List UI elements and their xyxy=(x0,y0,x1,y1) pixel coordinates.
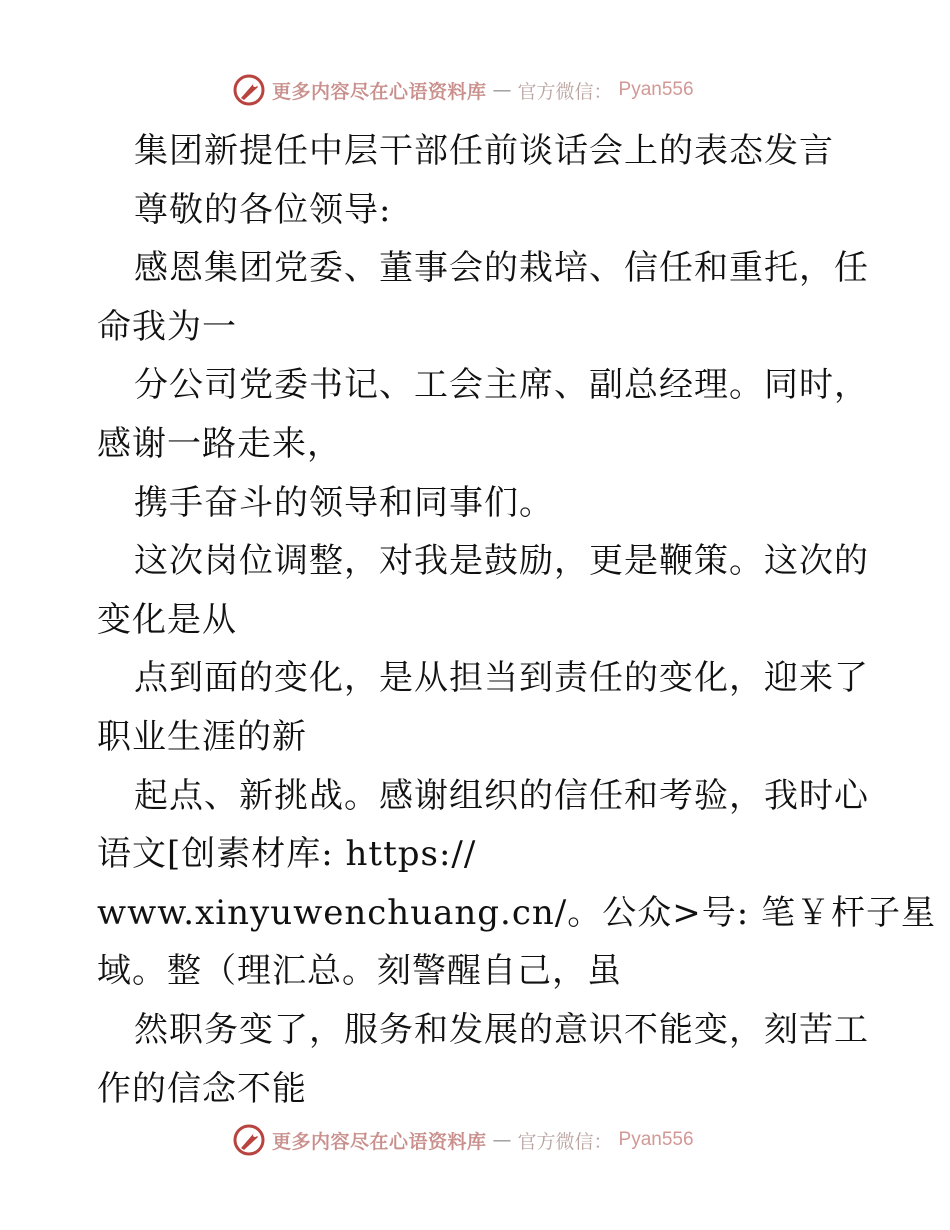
paragraph-line: 域。整（理汇总。刻警醒自己，虽 xyxy=(97,951,622,992)
paragraph-line: 作的信念不能 xyxy=(97,1068,307,1109)
banner-wechat-label: 官方微信： xyxy=(517,1130,613,1153)
paragraph-line: 感恩集团党委、董事会的栽培、信任和重托，任 xyxy=(134,248,869,289)
paragraph-line: 分公司党委书记、工会主席、副总经理。同时， xyxy=(134,365,869,406)
document-title: 集团新提任中层干部任前谈话会上的表态发言 xyxy=(134,131,834,171)
header-banner xyxy=(232,72,694,108)
paragraph-line: 然职务变了，服务和发展的意识不能变，刻苦工 xyxy=(134,1009,869,1050)
pen-nib-logo-icon xyxy=(232,1123,266,1157)
banner-site-text: 更多内容尽在心语资料库 xyxy=(272,80,487,103)
paragraph-line: 职业生涯的新 xyxy=(97,716,307,757)
banner-wechat-id: Pyan556 xyxy=(618,1129,694,1150)
banner-site-text: 更多内容尽在心语资料库 xyxy=(272,1130,487,1153)
pen-nib-logo-icon xyxy=(232,73,266,107)
footer-banner xyxy=(232,1122,694,1158)
paragraph-line: 携手奋斗的领导和同事们。 xyxy=(134,482,554,523)
paragraph-line: 语文[创素材库: https:// xyxy=(97,834,477,875)
paragraph-line: www.xinyuwenchuang.cn/。公众>号: 笔￥杆子星 xyxy=(97,892,936,933)
banner-wechat-id: Pyan556 xyxy=(618,79,694,100)
paragraph-line: 命我为一 xyxy=(97,306,237,347)
document-body xyxy=(97,122,936,1118)
banner-wechat-label: 官方微信： xyxy=(517,80,613,103)
paragraph-line: 点到面的变化，是从担当到责任的变化，迎来了 xyxy=(134,658,869,699)
paragraph-line: 变化是从 xyxy=(97,599,237,640)
paragraph-line: 感谢一路走来， xyxy=(97,423,342,464)
banner-dash: — xyxy=(492,79,512,101)
salutation: 尊敬的各位领导: xyxy=(134,189,392,230)
paragraph-line: 这次岗位调整，对我是鼓励，更是鞭策。这次的 xyxy=(134,541,869,582)
paragraph-line: 起点、新挑战。感谢组织的信任和考验，我时心 xyxy=(134,775,869,816)
banner-dash: — xyxy=(492,1129,512,1151)
